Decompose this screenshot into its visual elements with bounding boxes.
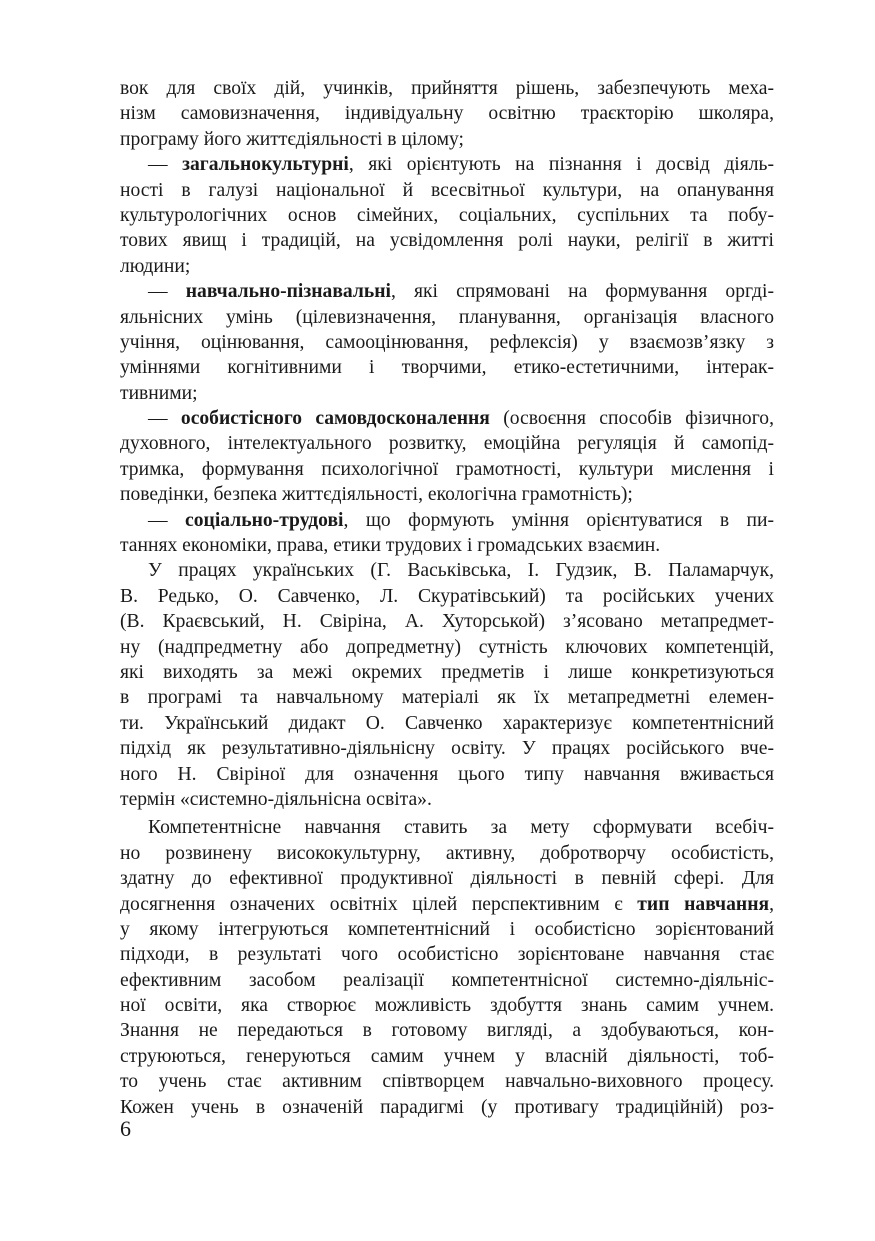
text-line: [120, 101, 774, 126]
bold-term: особистісного самовдосконалення: [180, 408, 490, 430]
text-line: [120, 558, 774, 583]
text-line: [120, 152, 774, 177]
text-run: учіння, оцінювання, самооцінювання, рефлексія) у взаємозв’язку з: [120, 331, 774, 353]
text-line: [120, 203, 774, 228]
text-run: підхід як результативно-діяльнісну освіту. У працях російського вче-: [120, 738, 774, 760]
text-run: нізм самовизначення, індивідуальну освітню траєкторію школяра,: [120, 103, 774, 125]
text-run: —: [148, 509, 186, 531]
text-line: [120, 584, 774, 609]
text-run: духовного, інтелектуального розвитку, емоційна регуляція й самопід-: [120, 433, 774, 455]
text-line: [120, 533, 774, 558]
bold-term: соціально-трудові: [185, 509, 344, 531]
text-run: ного Н. Свіріної для означення цього типу навчання вживається: [120, 763, 774, 785]
text-run: таннях економіки, права, етики трудових і громадських взаємин.: [120, 535, 661, 557]
text-run: ти. Український дидакт О. Савченко характеризує компетентнісний: [120, 712, 774, 734]
text-run: програму його життєдіяльності в цілому;: [120, 128, 464, 150]
text-line: [120, 254, 774, 279]
text-run: ну (надпредметну або допредметну) сутність ключових компетенцій,: [120, 636, 774, 658]
text-run: ,: [769, 893, 774, 915]
text-run: Кожен учень в означеній парадигмі (у противагу традиційній) роз-: [120, 1096, 774, 1118]
text-run: —: [148, 408, 181, 430]
page-number: 6: [120, 1116, 131, 1141]
text-run: досягнення означених освітніх цілей перспективним є: [120, 893, 638, 915]
text-line: [120, 660, 774, 685]
text-line: [120, 968, 774, 993]
text-line: [120, 942, 774, 967]
bold-term: загальнокультурні: [182, 154, 349, 176]
text-run: (В. Краєвський, Н. Свіріна, А. Хуторськой) з’ясовано метапредмет-: [120, 611, 774, 633]
text-run: Знання не передаються в готовому вигляді, а здобуваються, кон-: [120, 1020, 774, 1042]
text-line: [120, 1095, 774, 1120]
text-line: [120, 279, 774, 304]
text-line: [120, 609, 774, 634]
text-line: [120, 917, 774, 942]
text-run: у якому інтегруються компетентнісний і особистісно зорієнтований: [120, 918, 774, 940]
text-run: які виходять за межі окремих предметів і лише конкретизуються: [120, 661, 774, 683]
text-run: тивними;: [120, 382, 198, 404]
text-line: [120, 127, 774, 152]
text-run: уміннями когнітивними і творчими, етико-естетичними, інтерак-: [120, 357, 774, 379]
text-run: яльнісних умінь (цілевизначення, планування, організація власного: [120, 306, 774, 328]
text-line: [120, 635, 774, 660]
text-line: [120, 305, 774, 330]
text-line: [120, 381, 774, 406]
text-run: , які орієнтують на пізнання і досвід діяль-: [348, 154, 774, 176]
text-line: [120, 355, 774, 380]
text-run: культурологічних основ сімейних, соціальних, суспільних та побу-: [120, 204, 774, 226]
text-line: [120, 762, 774, 787]
text-run: струюються, генеруються самим учнем у власній діяльності, тоб-: [120, 1045, 774, 1067]
text-line: [120, 685, 774, 710]
text-run: ефективним засобом реалізації компетентнісної системно-діяльніс-: [120, 969, 774, 991]
text-run: тримка, формування психологічної грамотності, культури мислення і: [120, 458, 774, 480]
text-line: [120, 76, 774, 101]
text-run: вок для своїх дій, учинків, прийняття рішень, забезпечують меха-: [120, 78, 774, 99]
text-run: ності в галузі національної й всесвітньої культури, на опанування: [120, 179, 774, 201]
text-run: термін «системно-діяльнісна освіта».: [120, 788, 432, 810]
bold-term: навчально-пізнавальні: [185, 281, 391, 303]
text-run: ної освіти, яка створює можливість здобуття знань самим учнем.: [120, 995, 774, 1017]
text-line: [120, 178, 774, 203]
text-line: [120, 815, 774, 840]
text-line: [120, 711, 774, 736]
text-line: [120, 787, 774, 812]
text-line: [120, 508, 774, 533]
text-line: [120, 993, 774, 1018]
text-line: [120, 457, 774, 482]
text-line: [120, 228, 774, 253]
text-line: [120, 1044, 774, 1069]
text-run: —: [148, 154, 183, 176]
text-line: [120, 406, 774, 431]
text-run: , що формують уміння орієнтуватися в пи-: [343, 509, 775, 531]
page-body: [120, 76, 774, 1120]
text-run: (освоєння способів фізичного,: [489, 408, 774, 430]
text-line: [120, 736, 774, 761]
text-line: [120, 1069, 774, 1094]
text-line: [120, 330, 774, 355]
text-run: но розвинену висококультурну, активну, добротворчу особистість,: [120, 842, 774, 864]
text-run: Компетентнісне навчання ставить за мету сформувати всебіч-: [148, 817, 774, 839]
bold-term: тип навчання: [637, 893, 770, 915]
text-line: [120, 431, 774, 456]
text-run: поведінки, безпека життєдіяльності, екологічна грамотність);: [120, 484, 633, 506]
text-line: [120, 892, 774, 917]
text-line: [120, 866, 774, 891]
text-run: то учень стає активним співтворцем навчально-виховного процесу.: [120, 1071, 774, 1093]
text-run: в програмі та навчальному матеріалі як їх метапредметні елемен-: [120, 687, 774, 709]
text-run: тових явищ і традицій, на усвідомлення ролі науки, релігії в житті: [120, 230, 774, 252]
text-run: В. Редько, О. Савченко, Л. Скуратівський) та російських учених: [120, 585, 774, 607]
text-line: [120, 1018, 774, 1043]
text-run: —: [148, 281, 186, 303]
text-run: здатну до ефективної продуктивної діяльності в певній сфері. Для: [120, 868, 774, 890]
text-line: [120, 482, 774, 507]
text-run: У працях українських (Г. Васьківська, І. Гудзик, В. Паламарчук,: [148, 560, 774, 582]
text-line: [120, 841, 774, 866]
text-run: , які спрямовані на формування оргді-: [390, 281, 774, 303]
text-run: людини;: [120, 255, 191, 277]
text-run: підходи, в результаті чого особистісно зорієнтоване навчання стає: [120, 944, 774, 966]
